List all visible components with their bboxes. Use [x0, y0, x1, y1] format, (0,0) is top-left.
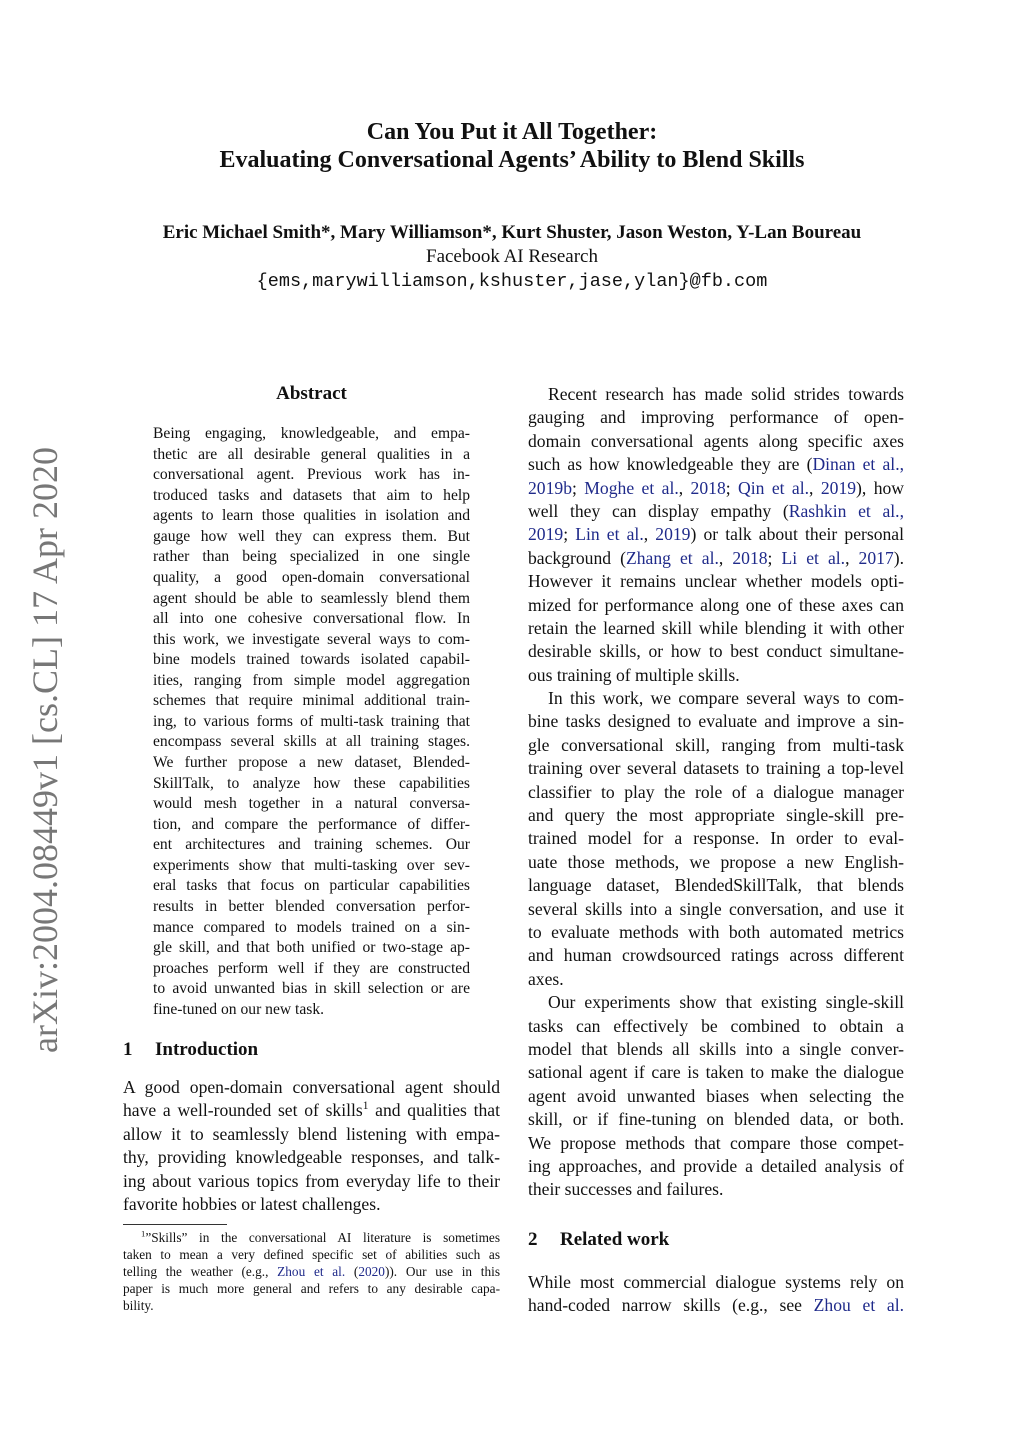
citation-link[interactable]: Qin et al.	[738, 477, 810, 498]
citation-link[interactable]: Moghe et al.	[584, 477, 679, 498]
text-line: would mesh together in a natural conversa-	[153, 795, 470, 813]
text-line: eral tasks that focus on particular capabilities	[153, 877, 470, 895]
text-line: well they can display empathy (Rashkin et al.,	[528, 500, 904, 521]
citation-link[interactable]: Dinan et al.,	[812, 454, 904, 475]
citation-link[interactable]: 2019	[820, 477, 857, 498]
citation-link[interactable]: Zhou et al.	[277, 1264, 346, 1279]
text-line: taken to mean a very defined specific set of abilities such as	[123, 1247, 500, 1262]
text-line: Being engaging, knowledgeable, and empa-	[153, 425, 470, 442]
citation-link[interactable]: 2019b	[528, 477, 572, 498]
citation-link[interactable]: Zhang et al.	[625, 547, 719, 568]
text-line: rather than being specialized in one single	[153, 548, 470, 566]
text-line: favorite hobbies or latest challenges.	[123, 1193, 381, 1214]
introduction-body	[123, 1076, 500, 1216]
text-line: retain the learned skill while blending it with other	[528, 617, 904, 638]
text-line: mized for performance along one of these axes can	[528, 594, 904, 615]
citation-link[interactable]: Zhou et al.	[813, 1295, 904, 1316]
affiliation: Facebook AI Research	[426, 246, 598, 267]
text-line: model that blends all skills into a single conver-	[528, 1038, 904, 1059]
citation-link[interactable]: Lin et al.	[575, 524, 644, 545]
text-line: several skills into a single conversation, and use it	[528, 898, 904, 919]
title-line-2: Evaluating Conversational Agents’ Ability to Blend Skills	[219, 147, 805, 173]
footnote-marker[interactable]: 1	[141, 1228, 146, 1239]
text-line: and query the most appropriate single-skill pre-	[528, 805, 904, 826]
text-line: gle conversational skill, ranging from multi-task	[528, 734, 904, 755]
text-line: desirable skills, or how to best conduct simultane-	[528, 641, 904, 662]
citation-link[interactable]: Rashkin et al.,	[788, 500, 904, 521]
text-line: classifier to play the role of a dialogue manager	[528, 781, 904, 802]
text-line: We propose methods that compare those compet-	[528, 1132, 904, 1153]
text-line: this work, we investigate several ways to com-	[153, 630, 470, 648]
text-line: hand-coded narrow skills (e.g., see Zhou et al.	[528, 1295, 904, 1316]
citation-link[interactable]: 2019	[655, 524, 691, 545]
text-line: agent should be able to seamlessly blend them	[153, 589, 470, 607]
text-line: agent avoid unwanted biases when selecting the	[528, 1085, 904, 1106]
text-line: ous training of multiple skills.	[528, 664, 740, 685]
citation-link[interactable]: Li et al.	[781, 547, 846, 568]
text-line: However it remains unclear whether models opti-	[528, 571, 904, 592]
text-line: telling the weather (e.g., Zhou et al. (2020)). Our use in this	[123, 1264, 500, 1279]
abstract-heading: Abstract	[276, 383, 347, 404]
section-title: Related work	[560, 1229, 670, 1250]
text-line: trained model for a response. In order to eval-	[528, 828, 904, 849]
abstract-body	[153, 424, 470, 1020]
text-line: paper is much more general and refers to any desirable capa-	[123, 1281, 500, 1296]
paper-title	[0, 118, 1024, 174]
text-line: ent architectures and training schemes. Our	[153, 836, 470, 854]
text-line: background (Zhang et al., 2018; Li et al., 2017).	[528, 547, 904, 568]
text-line: In this work, we compare several ways to com-	[548, 688, 904, 709]
citation-link[interactable]: 2019	[528, 524, 564, 545]
text-line: $^1$”Skills” in the conversational AI literature is sometimes	[141, 1228, 500, 1245]
citation-link[interactable]: 2020	[358, 1264, 385, 1279]
text-line: mance compared to models trained on a sin-	[153, 918, 470, 936]
footnote-marker[interactable]: 1	[362, 1100, 369, 1113]
text-line: While most commercial dialogue systems rely on	[528, 1272, 904, 1292]
text-line: language dataset, BlendedSkillTalk, that blends	[528, 875, 904, 896]
text-line: proaches perform well if they are constructed	[153, 959, 470, 977]
arxiv-identifier: arXiv:2004.08449v1 [cs.CL] 17 Apr 2020	[25, 447, 65, 1053]
text-line: to avoid unwanted bias in skill selection or are	[153, 980, 470, 998]
text-line: sational agent if care is taken to make the dialogue	[528, 1062, 904, 1083]
section-heading-introduction	[123, 1039, 258, 1061]
text-line: and human crowdsourced ratings across different	[528, 945, 904, 966]
text-line: domain conversational agents along specific axes	[528, 430, 904, 451]
section-heading-related-work	[528, 1229, 669, 1251]
text-line: quality, a good open-domain conversational	[153, 568, 470, 586]
text-line: gauge how well they can express them. But	[153, 527, 470, 545]
text-line: bine models trained towards isolated capabil-	[153, 651, 470, 669]
text-line: encompass several skills at all training stages.	[153, 733, 470, 751]
text-line: gauging and improving performance of open-	[528, 407, 904, 428]
text-line: A good open-domain conversational agent should	[123, 1077, 500, 1097]
text-line: bility.	[123, 1298, 154, 1313]
section-number: 2	[528, 1229, 538, 1250]
section-number: 1	[123, 1039, 133, 1060]
footnote	[123, 1229, 500, 1314]
text-line: troduced tasks and datasets that aim to help	[153, 486, 470, 504]
text-line: schemes that require minimal additional train-	[153, 692, 470, 710]
text-line: allow it to seamlessly blend listening with empa-	[123, 1123, 500, 1144]
text-line: uate those methods, we propose a new English-	[528, 851, 904, 872]
text-line: agents to learn those qualities in isolation and	[153, 507, 470, 525]
text-line: conversational agent. Previous work has in-	[153, 466, 470, 484]
text-line: Our experiments show that existing single-skill	[548, 992, 904, 1013]
text-line: tion, and compare the performance of differ-	[153, 815, 470, 833]
text-line: skill, or if fine-tuning on blended data, or both.	[528, 1109, 904, 1130]
text-line: We further propose a new dataset, Blended-	[153, 754, 470, 771]
text-line: axes.	[528, 968, 564, 989]
text-line: ing, to various forms of multi-task training that	[153, 712, 470, 730]
authors: Eric Michael Smith*, Mary Williamson*, Kurt Shuster, Jason Weston, Y-Lan Boureau	[162, 222, 862, 243]
text-line: such as how knowledgeable they are (Dinan et al.,	[528, 454, 904, 475]
text-line: experiments show that multi-tasking over sev-	[153, 856, 470, 874]
section-title: Introduction	[155, 1039, 259, 1060]
text-line: SkillTalk, to analyze how these capabilities	[153, 774, 470, 792]
introduction-continued	[528, 383, 904, 1202]
citation-link[interactable]: 2018	[690, 477, 726, 498]
text-line: thy, providing knowledgeable responses, and talk-	[123, 1147, 500, 1168]
related-work-body	[528, 1271, 904, 1318]
text-line: gle skill, and that both unified or two-stage ap-	[153, 939, 470, 957]
text-line: all into one cohesive conversational flow. In	[153, 610, 470, 628]
text-line: tasks can effectively be combined to obtain a	[528, 1015, 904, 1036]
title-line-1: Can You Put it All Together:	[366, 119, 658, 145]
text-line: ing approaches, and provide a detailed analysis of	[528, 1155, 904, 1176]
text-line: ities, ranging from simple model aggregation	[153, 671, 470, 689]
footnote-rule	[123, 1224, 227, 1225]
text-line: their successes and failures.	[528, 1179, 724, 1200]
text-line: results in better blended conversation perfor-	[153, 897, 470, 915]
text-line: training over several datasets to training a top-level	[528, 758, 904, 779]
text-line: 2019b; Moghe et al., 2018; Qin et al., 2019), how	[528, 477, 904, 498]
author-emails: {ems,marywilliamson,kshuster,jase,ylan}@fb.com	[256, 271, 768, 292]
text-line: have a well-rounded set of skills$^1$ and qualities that	[123, 1100, 501, 1121]
text-line: Recent research has made solid strides towards	[548, 384, 904, 404]
text-line: fine-tuned on our new task.	[153, 1000, 325, 1018]
text-line: ing about various topics from everyday life to their	[123, 1170, 500, 1191]
citation-link[interactable]: 2018	[732, 547, 768, 568]
text-line: bine tasks designed to evaluate and improve a sin-	[528, 711, 904, 732]
text-line: to evaluate methods with both automated metrics	[528, 921, 904, 942]
text-line: 2019; Lin et al., 2019) or talk about their personal	[528, 524, 904, 545]
citation-link[interactable]: 2017	[858, 547, 894, 568]
text-line: thetic are all desirable general qualities in a	[153, 445, 470, 463]
